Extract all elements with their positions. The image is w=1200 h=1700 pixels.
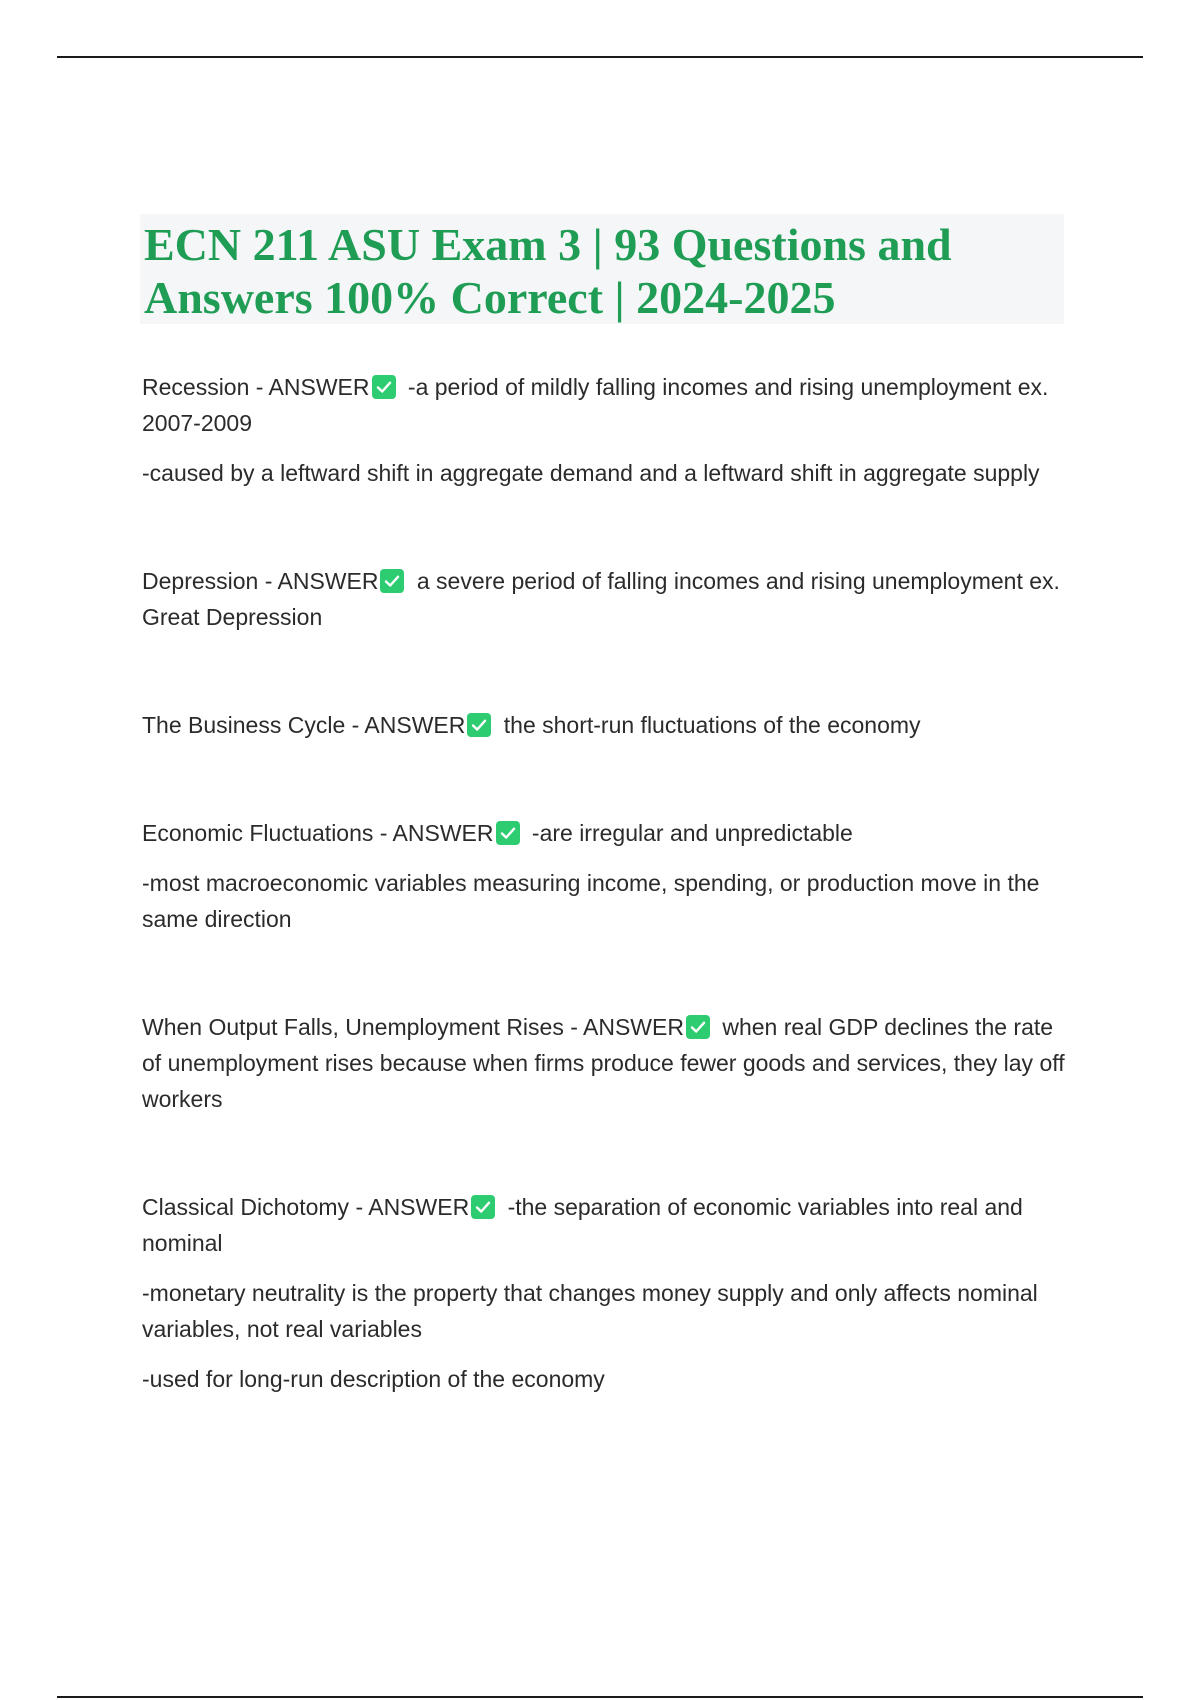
entry-answer: when real GDP declines the rate of unemployment rises because when firms produce fewer goods and services, they lay off workers xyxy=(142,1014,1065,1112)
check-box-icon xyxy=(496,821,520,845)
check-box-icon xyxy=(380,569,404,593)
entry-term: The Business Cycle - ANSWER xyxy=(142,712,466,738)
qa-list xyxy=(142,369,1072,1397)
entry-term: Depression - ANSWER xyxy=(142,568,379,594)
top-rule xyxy=(57,56,1143,58)
qa-entry xyxy=(142,707,1072,743)
entry-first-line xyxy=(142,369,1072,441)
entry-extra-line: -monetary neutrality is the property that changes money supply and only affects nominal variables, not real variables xyxy=(142,1280,1038,1342)
qa-entry xyxy=(142,563,1072,635)
check-box-icon xyxy=(467,713,491,737)
entry-answer: -the separation of economic variables into real and nominal xyxy=(142,1194,1023,1256)
qa-entry xyxy=(142,1189,1072,1397)
title-block xyxy=(140,214,1064,324)
entry-answer: the short-run fluctuations of the economy xyxy=(497,712,921,738)
bottom-rule xyxy=(57,1696,1143,1698)
entry-term: Recession - ANSWER xyxy=(142,374,370,400)
entry-term: When Output Falls, Unemployment Rises - ANSWER xyxy=(142,1014,684,1040)
entry-first-line xyxy=(142,815,1072,851)
entry-term: Classical Dichotomy - ANSWER xyxy=(142,1194,470,1220)
qa-entry xyxy=(142,369,1072,491)
check-box-icon xyxy=(686,1015,710,1039)
entry-extra-line: -used for long-run description of the economy xyxy=(142,1366,605,1392)
check-box-icon xyxy=(471,1195,495,1219)
entry-term: Economic Fluctuations - ANSWER xyxy=(142,820,494,846)
entry-first-line xyxy=(142,1009,1072,1117)
entry-first-line xyxy=(142,1189,1072,1261)
check-box-icon xyxy=(372,375,396,399)
entry-answer: a severe period of falling incomes and rising unemployment ex. Great Depression xyxy=(142,568,1060,630)
entry-answer: -are irregular and unpredictable xyxy=(525,820,853,846)
entry-extra-line: -most macroeconomic variables measuring income, spending, or production move in the same direction xyxy=(142,870,1040,932)
qa-entry xyxy=(142,815,1072,937)
entry-answer: -a period of mildly falling incomes and rising unemployment ex. 2007-2009 xyxy=(142,374,1049,436)
document-title: ECN 211 ASU Exam 3 | 93 Questions and Answers 100% Correct | 2024-2025 xyxy=(144,219,952,323)
qa-entry xyxy=(142,1009,1072,1117)
entry-first-line xyxy=(142,563,1072,635)
entry-first-line xyxy=(142,707,1072,743)
entry-extra-line: -caused by a leftward shift in aggregate demand and a leftward shift in aggregate supply xyxy=(142,460,1040,486)
